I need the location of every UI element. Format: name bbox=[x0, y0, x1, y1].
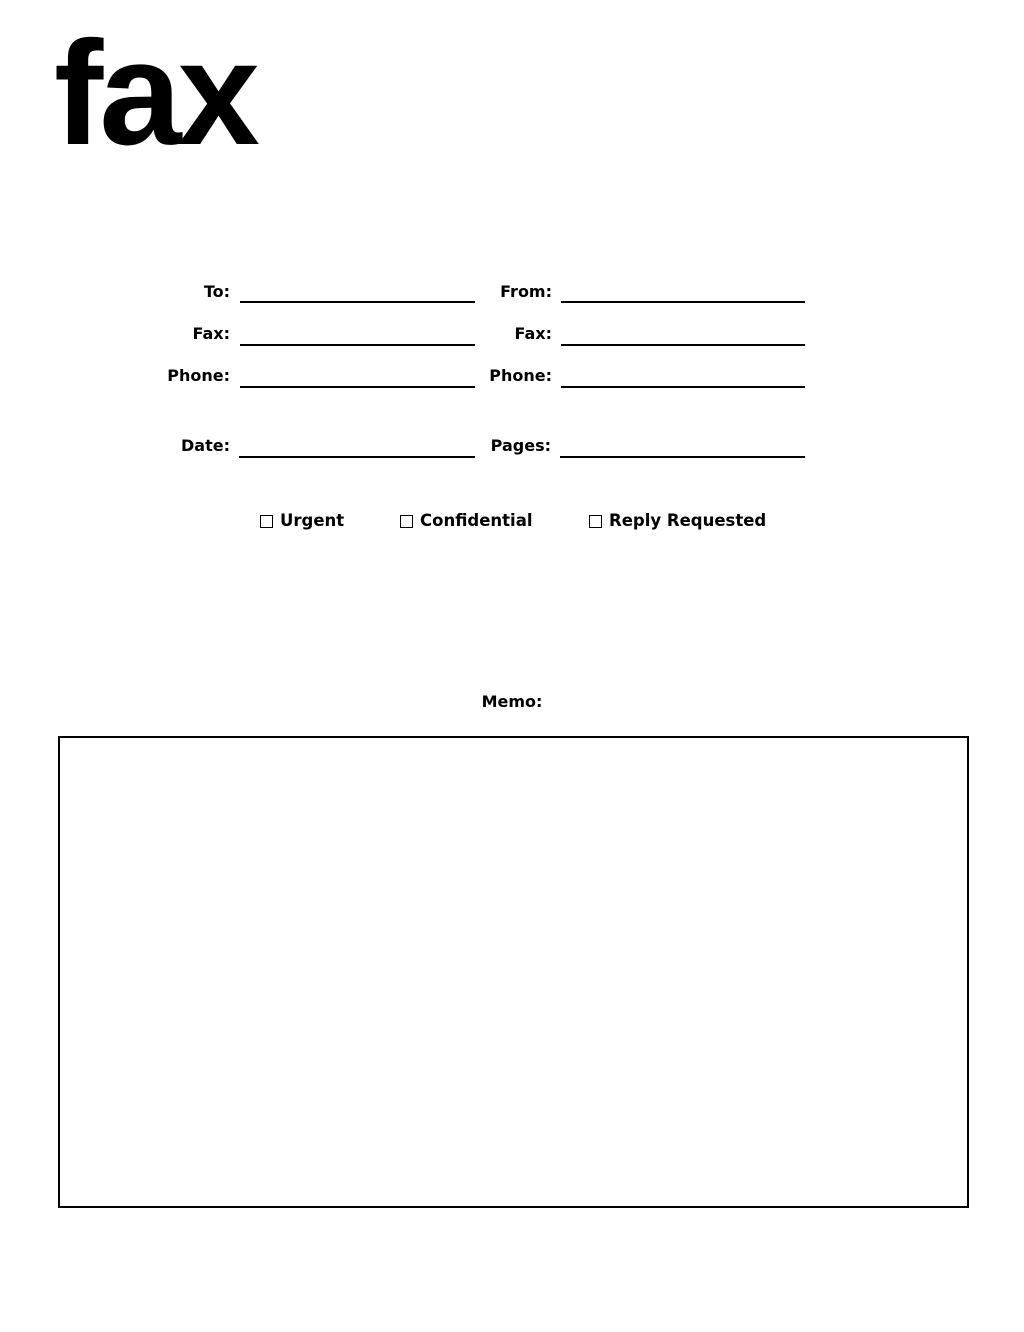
confidential-label: Confidential bbox=[420, 511, 533, 530]
from-label: From: bbox=[500, 282, 552, 301]
date-field[interactable] bbox=[239, 456, 475, 458]
urgent-checkbox[interactable] bbox=[260, 511, 344, 531]
to-label: To: bbox=[203, 282, 230, 301]
to-fax-field[interactable] bbox=[240, 344, 475, 346]
memo-label: Memo: bbox=[481, 692, 543, 711]
from-phone-label: Phone: bbox=[489, 366, 552, 385]
from-fax-label: Fax: bbox=[514, 324, 552, 343]
to-phone-label: Phone: bbox=[167, 366, 230, 385]
from-phone-field[interactable] bbox=[561, 386, 805, 388]
pages-label: Pages: bbox=[490, 436, 551, 455]
memo-box[interactable] bbox=[58, 736, 969, 1208]
checkbox-icon[interactable] bbox=[589, 515, 602, 528]
from-field[interactable] bbox=[561, 301, 805, 303]
to-phone-field[interactable] bbox=[240, 386, 475, 388]
to-fax-label: Fax: bbox=[192, 324, 230, 343]
pages-field[interactable] bbox=[560, 456, 805, 458]
checkbox-icon[interactable] bbox=[260, 515, 273, 528]
reply-requested-label: Reply Requested bbox=[609, 511, 767, 530]
reply-requested-checkbox[interactable] bbox=[589, 511, 766, 531]
from-fax-field[interactable] bbox=[561, 344, 805, 346]
confidential-checkbox[interactable] bbox=[400, 511, 533, 531]
urgent-label: Urgent bbox=[280, 511, 345, 530]
checkbox-icon[interactable] bbox=[400, 515, 413, 528]
date-label: Date: bbox=[181, 436, 230, 455]
fax-title: fax bbox=[54, 11, 256, 176]
